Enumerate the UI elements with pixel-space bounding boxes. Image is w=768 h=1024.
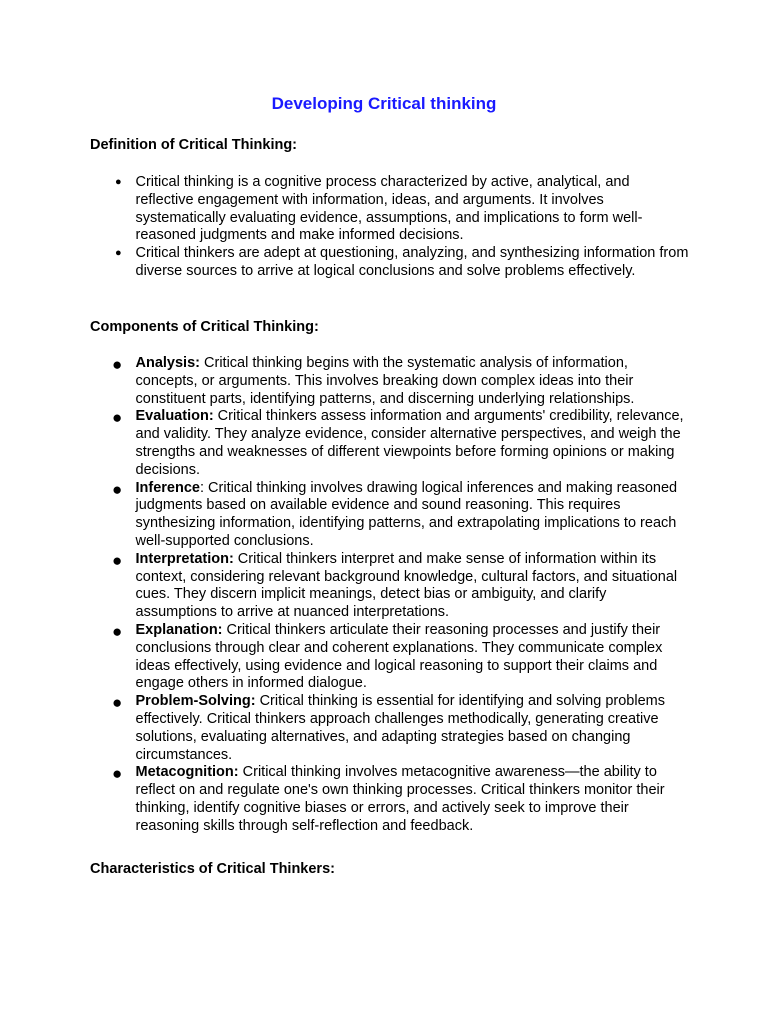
list-item-term: Inference xyxy=(135,479,200,496)
list-item xyxy=(90,174,690,245)
bullet-dot-icon: ● xyxy=(115,247,122,260)
list-item xyxy=(90,693,690,764)
list-item-text: : Critical thinking involves drawing logical inferences and making reasoned judgments based on available evidence and sound reasoning. This requires synthesizing information, identifying patterns, and extrapolating implications to reach well-supported conclusions. xyxy=(135,479,678,549)
list-item-term: Analysis: xyxy=(135,355,200,371)
list-item-term: Evaluation: xyxy=(135,408,214,425)
bullet-dot-icon: ● xyxy=(112,693,123,713)
components-list xyxy=(90,355,690,836)
bullet-dot-icon: ● xyxy=(112,550,123,570)
bullet-dot-icon: ● xyxy=(112,408,123,428)
list-item-text: Critical thinking is a cognitive process characterized by active, analytical, and reflective engagement with information, ideas, and arguments. It involves systematically evaluating evidence, assumptions, and implications to form well-reasoned judgments and make informed decisions. xyxy=(135,174,643,244)
list-item-text: Critical thinkers articulate their reasoning processes and justify their conclusions through clear and coherent explanations. They communicate complex ideas effectively, using evidence and logical reasoning to support their claims and engage others in informed dialogue. xyxy=(135,621,663,692)
list-item-text: Critical thinkers interpret and make sense of information within its context, considering relevant background knowledge, cultural factors, and situational cues. They discern implicit meanings, detect bias or ambiguity, and clarify assumptions to arrive at nuanced interpretations. xyxy=(135,550,678,621)
list-item-text: Critical thinking is essential for identifying and solving problems effectively. Critical thinkers approach challenges methodically, generating creative solutions, evaluating alternatives, and adapting strategies based on changing circumstances. xyxy=(135,693,665,763)
list-item xyxy=(90,355,690,408)
list-item-text: Critical thinkers assess information and arguments' credibility, relevance, and validity. They analyze evidence, consider alternative perspectives, and weigh the strengths and weaknesses of different viewpoints before forming opinions or making decisions. xyxy=(135,408,684,478)
list-item-term: Explanation: xyxy=(135,621,223,638)
list-item-term: Problem-Solving: xyxy=(135,693,256,710)
bullet-dot-icon: ● xyxy=(112,764,123,784)
list-item-text: Critical thinkers are adept at questioning, analyzing, and synthesizing information from diverse sources to arrive at logical conclusions and solve problems effectively. xyxy=(135,245,689,279)
list-item-text: Critical thinking involves metacognitive awareness—the ability to reflect on and regulate one's own thinking processes. Critical thinkers monitor their thinking, identify cognitive biases or errors, and actively seek to improve their reasoning skills through self-reflection and feedback. xyxy=(135,764,665,834)
section-heading-characteristics: Characteristics of Critical Thinkers: xyxy=(90,861,335,877)
list-item xyxy=(90,551,690,622)
document-title: Developing Critical thinking xyxy=(271,94,497,113)
bullet-dot-icon: ● xyxy=(112,355,123,374)
section-heading-components: Components of Critical Thinking: xyxy=(90,319,319,335)
bullet-dot-icon: ● xyxy=(115,176,122,188)
list-item xyxy=(90,764,690,835)
list-item-text: Critical thinking begins with the systematic analysis of information, concepts, or arguments. This involves breaking down complex ideas into their constituent parts, identifying patterns, and discerning underlying relationships. xyxy=(135,355,635,407)
bullet-dot-icon: ● xyxy=(112,479,123,499)
section-heading-definition: Definition of Critical Thinking: xyxy=(90,137,298,153)
bullet-dot-icon: ● xyxy=(112,621,123,641)
list-item xyxy=(90,408,690,479)
list-item xyxy=(90,245,690,281)
list-item xyxy=(90,480,690,551)
list-item-term: Metacognition: xyxy=(135,764,239,781)
list-item-term: Interpretation: xyxy=(135,550,234,567)
list-item xyxy=(90,622,690,693)
definition-list xyxy=(90,174,690,281)
